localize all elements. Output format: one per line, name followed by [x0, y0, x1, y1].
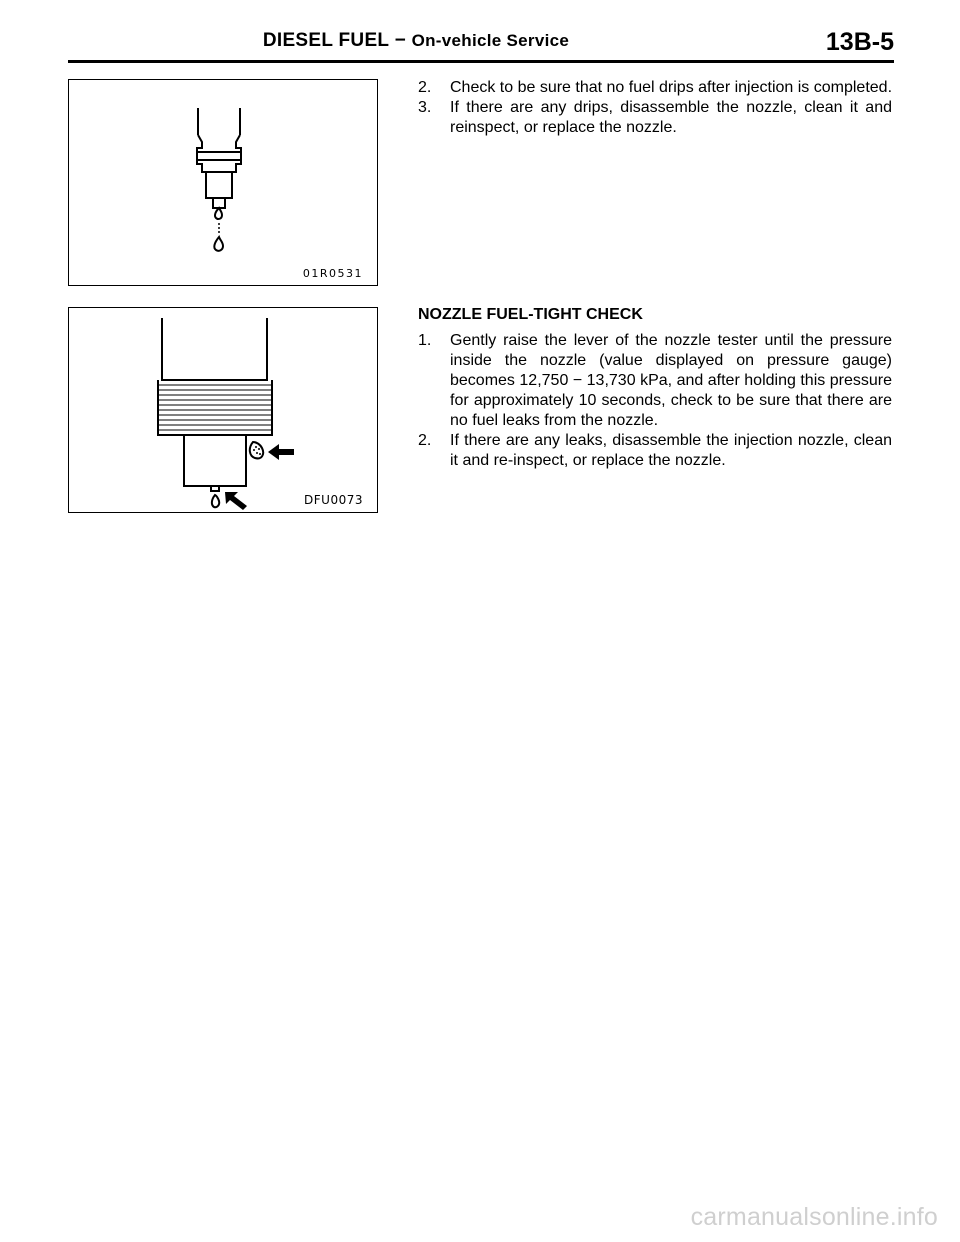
- step-number: 2.: [418, 79, 432, 96]
- fuel-tight-check-section: [418, 305, 892, 471]
- header-dash: −: [394, 30, 406, 51]
- figure-code: DFU0073: [304, 493, 363, 507]
- list-item: [418, 431, 892, 471]
- list-item: [418, 331, 892, 431]
- step-text: If there are any leaks, disassemble the injection nozzle, clean it and re-inspect, or replace the nozzle.: [450, 432, 892, 469]
- figure-nozzle-leak: [68, 307, 378, 513]
- step-text: Check to be sure that no fuel drips after injection is completed.: [450, 79, 893, 96]
- step-text: Gently raise the lever of the nozzle tester until the pressure inside the nozzle (value displayed on pressure gauge) becomes 12,750 − 13,730 kPa, and after holding this pressure for approximately 10 seconds, check to be sure that there are no fuel leaks from the nozzle.: [450, 332, 892, 429]
- step-number: 1.: [418, 332, 432, 349]
- header-section: DIESEL FUEL: [262, 30, 389, 51]
- header-title: [68, 30, 764, 52]
- header-subsection: On-vehicle Service: [411, 31, 570, 50]
- nozzle-leak-illustration: [69, 308, 377, 512]
- nozzle-drip-illustration: [69, 80, 377, 285]
- drip-check-steps: [418, 78, 892, 138]
- header-rule: [68, 60, 894, 63]
- step-number: 2.: [418, 432, 432, 449]
- list-item: [418, 78, 892, 98]
- step-text: If there are any drips, disassemble the nozzle, clean it and reinspect, or replace the nozzle.: [450, 99, 892, 136]
- figure-nozzle-drip: [68, 79, 378, 286]
- section-heading: NOZZLE FUEL-TIGHT CHECK: [418, 306, 643, 323]
- watermark: carmanualsonline.info: [690, 1203, 938, 1231]
- figure-code: 01R0531: [302, 267, 363, 280]
- step-number: 3.: [418, 99, 432, 116]
- page-number: 13B-5: [825, 28, 894, 56]
- list-item: [418, 98, 892, 138]
- page-header: [68, 28, 894, 58]
